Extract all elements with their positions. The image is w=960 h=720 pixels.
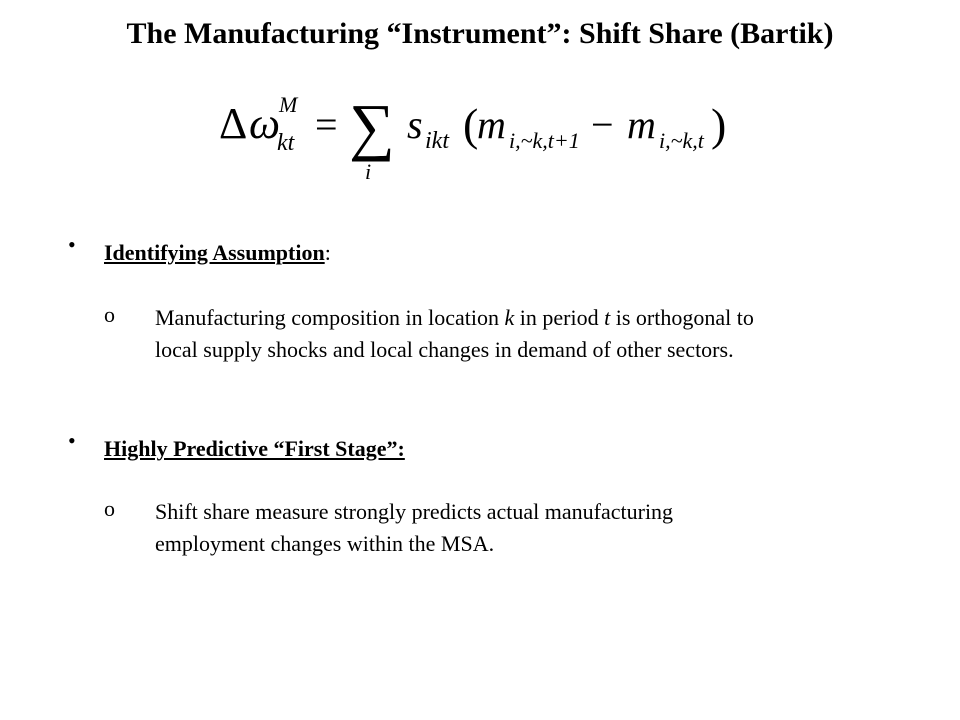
formula-s: s bbox=[407, 102, 423, 147]
formula-delta: Δ bbox=[219, 99, 248, 148]
text-run: is orthogonal to bbox=[610, 305, 754, 330]
bullet-heading-first-stage bbox=[104, 436, 405, 462]
formula-omega-sup: M bbox=[279, 92, 298, 117]
formula-sum: ∑ bbox=[349, 91, 395, 162]
sub-bullet-line: Shift share measure strongly predicts actual manufacturing bbox=[155, 499, 674, 524]
slide-title: The Manufacturing “Instrument”: Shift Share (Bartik) bbox=[126, 17, 834, 50]
formula-rparen: ) bbox=[711, 99, 727, 150]
sub-bullet-line: local supply shocks and local changes in demand of other sectors. bbox=[155, 337, 734, 362]
heading-text: Highly Predictive “First Stage”: bbox=[104, 436, 405, 461]
heading-text: Identifying Assumption bbox=[104, 240, 325, 265]
text-run: in period bbox=[514, 305, 605, 330]
bartik-formula bbox=[215, 82, 735, 192]
formula-s-sub: ikt bbox=[425, 128, 449, 154]
italic-k: k bbox=[504, 305, 515, 330]
formula-equals: = bbox=[315, 102, 338, 147]
formula-m2-sub: i,~k,t bbox=[659, 128, 704, 153]
sub-bullet-line: employment changes within the MSA. bbox=[155, 531, 495, 556]
formula-minus: − bbox=[591, 102, 614, 147]
bullet-marker: • bbox=[68, 232, 76, 257]
bullet-marker: • bbox=[68, 428, 76, 453]
bullet-heading-identifying-assumption bbox=[104, 240, 331, 266]
formula-lparen: ( bbox=[463, 99, 479, 150]
formula-m1-sub: i,~k,t+1 bbox=[509, 128, 580, 153]
italic-t: t bbox=[604, 305, 611, 330]
sub-bullet-text bbox=[155, 496, 875, 560]
sub-bullet-marker: o bbox=[104, 496, 115, 521]
text-run: Manufacturing composition in location bbox=[155, 305, 505, 330]
formula-m1: m bbox=[477, 102, 506, 147]
heading-suffix: : bbox=[324, 240, 331, 265]
sub-bullet-marker: o bbox=[104, 302, 115, 327]
formula-omega-sub: kt bbox=[277, 130, 295, 156]
formula-m2: m bbox=[627, 102, 656, 147]
formula-omega: ω bbox=[249, 99, 281, 148]
formula-sum-index: i bbox=[365, 159, 372, 184]
sub-bullet-text bbox=[155, 302, 875, 366]
sub-bullet-line bbox=[155, 302, 875, 334]
